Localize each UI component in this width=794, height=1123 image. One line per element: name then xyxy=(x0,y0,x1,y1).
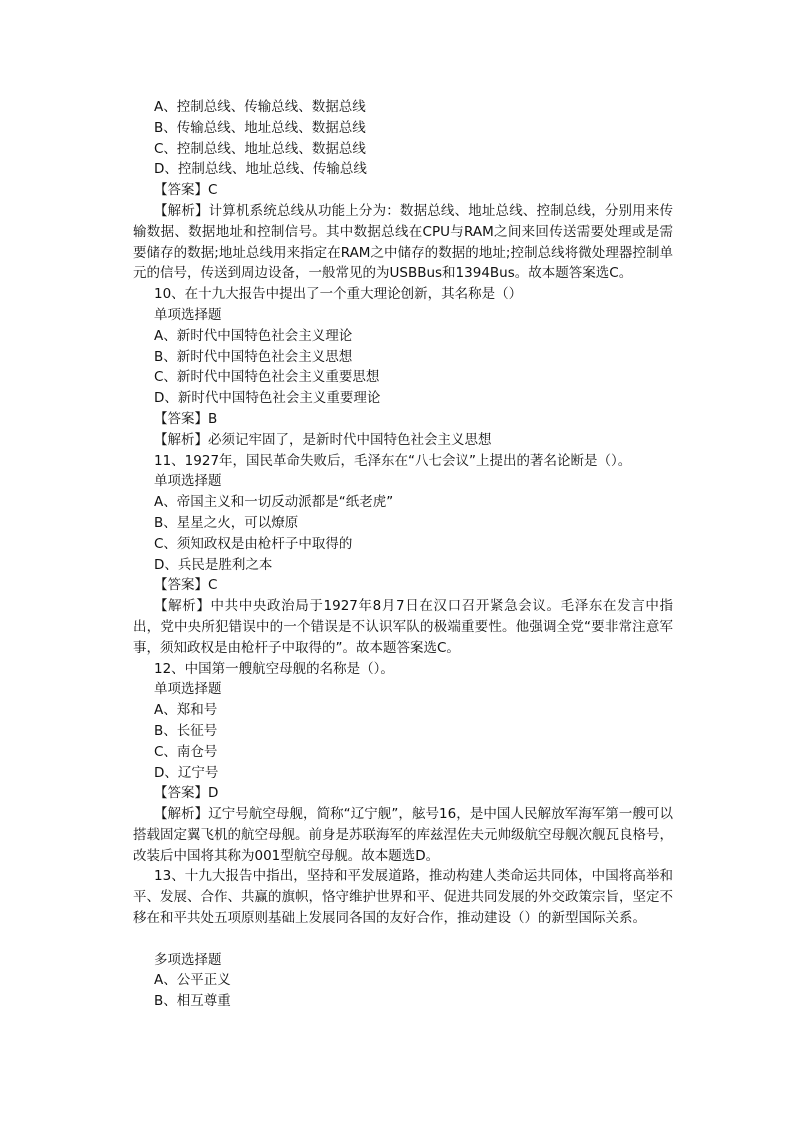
q12-question: 12、中国第一艘航空母舰的名称是（）。 xyxy=(154,660,394,677)
q10-type: 单项选择题 xyxy=(154,306,222,323)
q9-option-c: C、控制总线、地址总线、数据总线 xyxy=(154,140,366,157)
q12-option-c: C、南仓号 xyxy=(154,743,218,760)
q13-option-a: A、公平正义 xyxy=(154,972,231,989)
q13-option-b: B、相互尊重 xyxy=(154,993,231,1010)
q9-option-d: D、控制总线、地址总线、传输总线 xyxy=(154,161,367,178)
q12-answer: 【答案】D xyxy=(154,785,219,802)
q10-question: 10、在十九大报告中提出了一个重大理论创新，其名称是（） xyxy=(154,286,523,303)
q11-option-b: B、星星之火，可以燎原 xyxy=(154,514,299,531)
q9-option-a: A、控制总线、传输总线、数据总线 xyxy=(154,99,366,115)
q12-option-a: A、郑和号 xyxy=(154,702,218,719)
q10-option-a: A、新时代中国特色社会主义理论 xyxy=(154,327,353,344)
q9-analysis: 【解析】计算机系统总线从功能上分为：数据总线、地址总线、控制总线，分别用来传输数据、数据地址和控制信号。其中数据总线在CPU与RAM之间来回传送需要处理或是需要储存的数据;地址总线用来指定在RAM之中储存的数据的地址;控制总线将微处理器控制单元的信号，传送到周边设备，一般常见的为USBBus和1394Bus。故本题答案选C。 xyxy=(133,202,673,282)
q10-option-d: D、新时代中国特色社会主义重要理论 xyxy=(154,390,381,407)
q10-option-b: B、新时代中国特色社会主义思想 xyxy=(154,348,353,365)
q10-option-c: C、新时代中国特色社会主义重要思想 xyxy=(154,369,380,386)
q11-option-a: A、帝国主义和一切反动派都是“纸老虎” xyxy=(154,494,394,511)
q12-analysis: 【解析】辽宁号航空母舰，简称“辽宁舰”，舷号16，是中国人民解放军海军第一艘可以搭载固定翼飞机的航空母舰。前身是苏联海军的库兹涅佐夫元帅级航空母舰次舰瓦良格号，改装后中国将其称为001型航空母舰。故本题选D。 xyxy=(133,806,673,864)
q13-question: 13、十九大报告中指出，坚持和平发展道路，推动构建人类命运共同体，中国将高举和平、发展、合作、共赢的旗帜，恪守维护世界和平、促进共同发展的外交政策宗旨，坚定不移在和平共处五项原则基础上发展同各国的友好合作，推动建设（）的新型国际关系。 xyxy=(133,868,673,927)
q12-option-b: B、长征号 xyxy=(154,722,218,739)
q11-question: 11、1927年，国民革命失败后，毛泽东在“八七会议”上提出的著名论断是（）。 xyxy=(154,452,632,469)
q13-type: 多项选择题 xyxy=(154,951,222,968)
blank-line xyxy=(133,929,673,950)
q10-answer: 【答案】B xyxy=(154,410,218,427)
q12-option-d: D、辽宁号 xyxy=(154,764,219,781)
q11-type: 单项选择题 xyxy=(154,473,222,490)
question-content xyxy=(133,97,673,1012)
q12-type: 单项选择题 xyxy=(154,681,222,698)
q9-option-b: B、传输总线、地址总线、数据总线 xyxy=(154,119,366,136)
q10-analysis: 【解析】必须记牢固了，是新时代中国特色社会主义思想 xyxy=(154,431,492,448)
q9-answer: 【答案】C xyxy=(154,182,218,199)
q11-option-d: D、兵民是胜利之本 xyxy=(154,556,273,573)
q11-answer: 【答案】C xyxy=(154,577,218,594)
q11-option-c: C、须知政权是由枪杆子中取得的 xyxy=(154,535,353,552)
q11-analysis: 【解析】中共中央政治局于1927年8月7日在汉口召开紧急会议。毛泽东在发言中指出，党中央所犯错误中的一个错误是不认识军队的极端重要性。他强调全党“要非常注意军事，须知政权是由枪杆子中取得的”。故本题答案选C。 xyxy=(133,598,673,656)
